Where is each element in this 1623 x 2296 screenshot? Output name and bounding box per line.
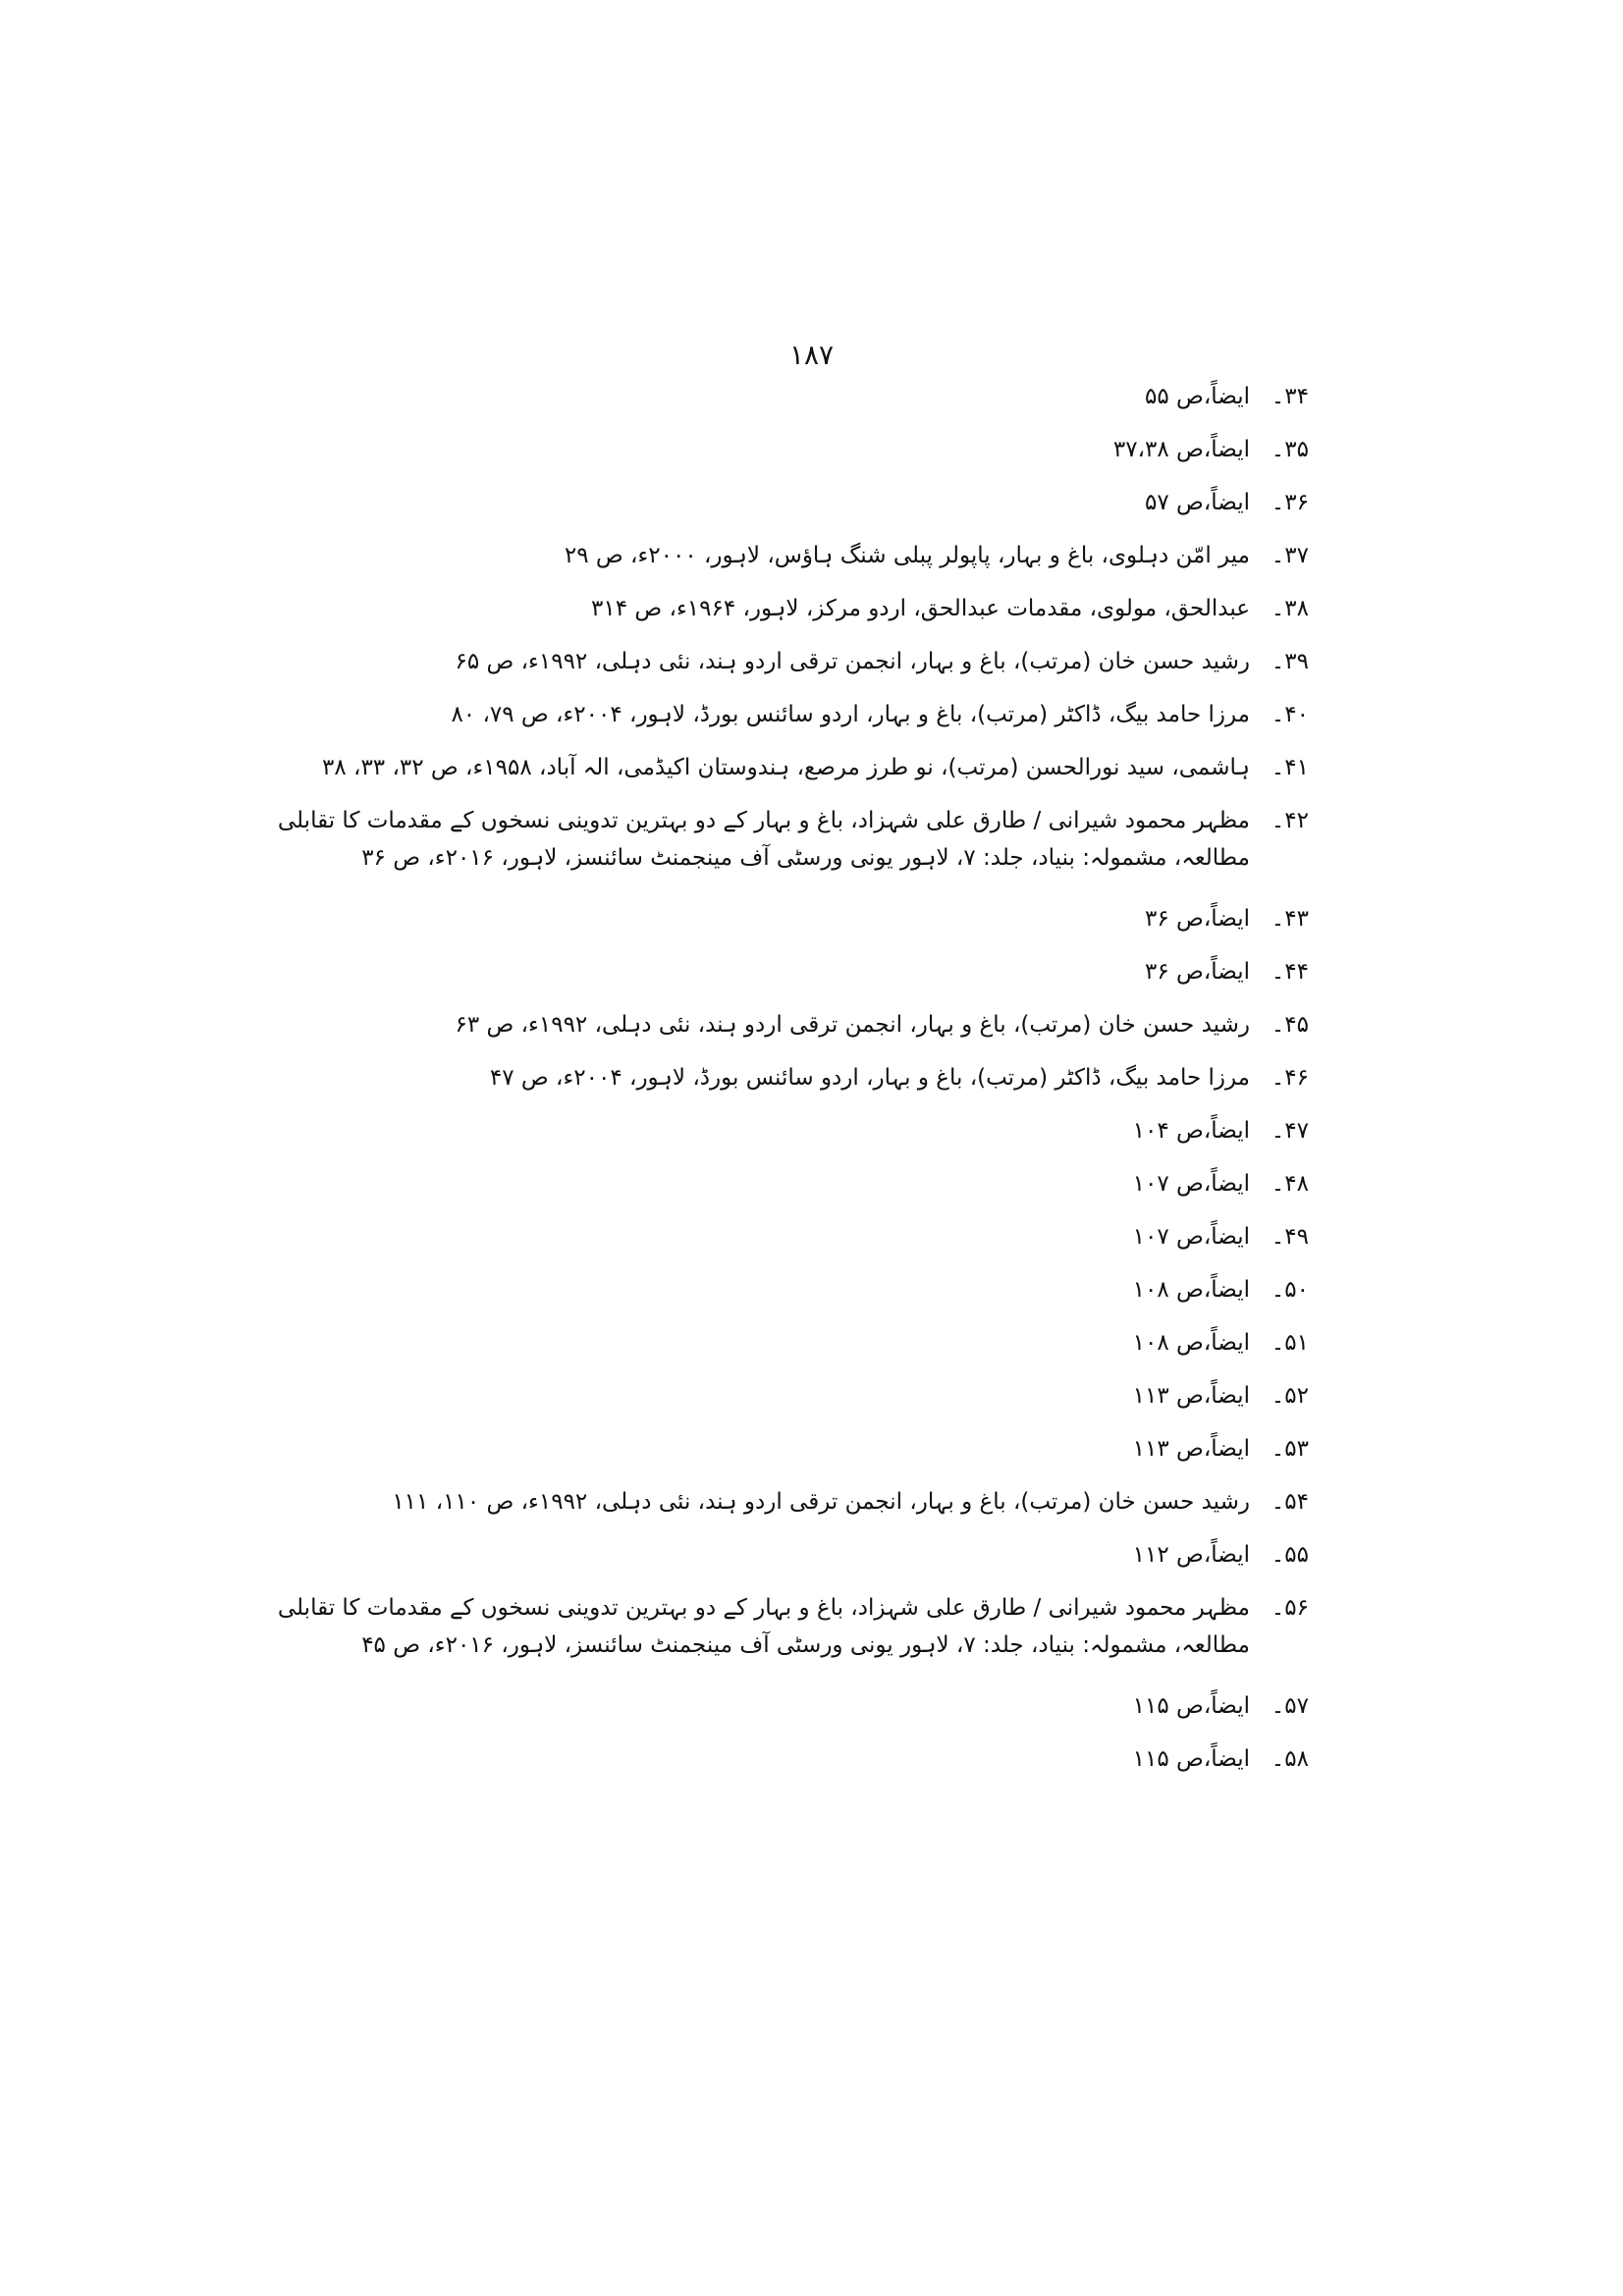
footnote-item	[224, 431, 1309, 484]
footnote-text: مظہر محمود شیرانی / طارق علی شہزاد، باغ و بہار کے دو بہترین تدوینی نسخوں کے مقدمات کا تقابلی مطالعہ، مشمولہ: بنیاد، جلد: ۷، لاہور یونی ورسٹی آف مینجمنٹ سائنسز، لاہور، ۲۰۱۶ء، ص ۳۶	[277, 808, 1250, 871]
footnote-text: ایضاً،ص ۳۶	[1144, 906, 1250, 932]
footnote-number: ۵۲۔	[1271, 1383, 1309, 1409]
footnote-item	[224, 1483, 1309, 1536]
footnote-number: ۵۰۔	[1271, 1277, 1309, 1303]
footnote-text: ایضاً،ص ۱۱۵	[1132, 1746, 1250, 1772]
footnote-item	[224, 1377, 1309, 1430]
footnote-number: ۳۴۔	[1271, 384, 1309, 409]
footnote-item	[224, 590, 1309, 643]
footnote-text: ایضاً،ص ۱۰۸	[1132, 1277, 1250, 1303]
footnote-text: ایضاً،ص ۳۷،۳۸	[1112, 437, 1250, 462]
footnote-number: ۳۷۔	[1271, 543, 1309, 568]
footnote-item	[224, 953, 1309, 1006]
footnote-text: عبدالحق، مولوی، مقدمات عبدالحق، اردو مرکز، لاہور، ۱۹۶۴ء، ص ۳۱۴	[591, 596, 1250, 621]
footnote-text: ایضاً،ص ۱۰۷	[1132, 1224, 1250, 1250]
footnote-text: ہاشمی، سید نورالحسن (مرتب)، نو طرز مرصع، ہندوستان اکیڈمی، الہ آباد، ۱۹۵۸ء، ص ۳۲، ۳۳، ۳۸	[321, 755, 1250, 780]
footnote-text: ایضاً،ص ۱۱۵	[1132, 1693, 1250, 1719]
footnote-text: رشید حسن خان (مرتب)، باغ و بہار، انجمن ترقی اردو ہند، نئی دہلی، ۱۹۹۲ء، ص ۶۵	[455, 649, 1250, 674]
footnote-number: ۴۴۔	[1271, 959, 1309, 985]
footnote-text: ایضاً،ص ۱۱۳	[1132, 1436, 1250, 1462]
footnote-text: ایضاً،ص ۱۰۷	[1132, 1171, 1250, 1197]
footnote-item	[224, 1165, 1309, 1218]
footnote-text: ایضاً،ص ۵۷	[1144, 490, 1250, 515]
footnote-item	[224, 1430, 1309, 1483]
footnote-list	[224, 378, 1309, 1793]
footnote-item	[224, 1324, 1309, 1377]
footnote-number: ۵۶۔	[1271, 1595, 1309, 1621]
footnote-text: رشید حسن خان (مرتب)، باغ و بہار، انجمن ترقی اردو ہند، نئی دہلی، ۱۹۹۲ء، ص ۶۳	[455, 1012, 1250, 1038]
footnote-number: ۴۵۔	[1271, 1012, 1309, 1038]
footnote-number: ۴۹۔	[1271, 1224, 1309, 1250]
footnote-item	[224, 1536, 1309, 1589]
footnote-text: ایضاً،ص ۵۵	[1144, 384, 1250, 409]
footnote-item	[224, 749, 1309, 802]
footnote-number: ۳۶۔	[1271, 490, 1309, 515]
footnote-item	[224, 802, 1309, 900]
footnote-number: ۵۸۔	[1271, 1746, 1309, 1772]
footnote-item	[224, 1006, 1309, 1059]
footnote-item	[224, 696, 1309, 749]
footnote-text: ایضاً،ص ۱۰۴	[1132, 1118, 1250, 1144]
footnote-number: ۵۴۔	[1271, 1489, 1309, 1515]
footnote-number: ۵۳۔	[1271, 1436, 1309, 1462]
footnote-item	[224, 1112, 1309, 1165]
footnote-number: ۴۸۔	[1271, 1171, 1309, 1197]
footnote-text: مرزا حامد بیگ، ڈاکٹر (مرتب)، باغ و بہار، اردو سائنس بورڈ، لاہور، ۲۰۰۴ء، ص ۴۷	[489, 1065, 1250, 1091]
footnote-number: ۴۷۔	[1271, 1118, 1309, 1144]
page-number: ۱۸۷	[788, 339, 835, 371]
footnote-text: میر امّن دہلوی، باغ و بہار، پاپولر پبلی شنگ ہاؤس، لاہور، ۲۰۰۰ء، ص ۲۹	[564, 543, 1250, 568]
footnote-item	[224, 1271, 1309, 1324]
footnote-text: مظہر محمود شیرانی / طارق علی شہزاد، باغ و بہار کے دو بہترین تدوینی نسخوں کے مقدمات کا تقابلی مطالعہ، مشمولہ: بنیاد، جلد: ۷، لاہور یونی ورسٹی آف مینجمنٹ سائنسز، لاہور، ۲۰۱۶ء، ص ۴۵	[277, 1595, 1250, 1658]
footnote-number: ۴۱۔	[1271, 755, 1309, 780]
footnote-number: ۵۷۔	[1271, 1693, 1309, 1719]
footnote-item	[224, 900, 1309, 953]
footnote-text: ایضاً،ص ۱۱۲	[1132, 1542, 1250, 1568]
footnote-text: ایضاً،ص ۳۶	[1144, 959, 1250, 985]
footnote-item	[224, 1740, 1309, 1793]
footnote-text: ایضاً،ص ۱۱۳	[1132, 1383, 1250, 1409]
footnote-item	[224, 643, 1309, 696]
footnote-number: ۴۰۔	[1271, 702, 1309, 727]
footnote-number: ۴۳۔	[1271, 906, 1309, 932]
footnote-number: ۳۸۔	[1271, 596, 1309, 621]
footnote-text: مرزا حامد بیگ، ڈاکٹر (مرتب)، باغ و بہار، اردو سائنس بورڈ، لاہور، ۲۰۰۴ء، ص ۷۹، ۸۰	[451, 702, 1250, 727]
footnote-number: ۵۱۔	[1271, 1330, 1309, 1356]
footnote-number: ۵۵۔	[1271, 1542, 1309, 1568]
footnote-number: ۳۹۔	[1271, 649, 1309, 674]
footnote-number: ۳۵۔	[1271, 437, 1309, 462]
footnote-item	[224, 1059, 1309, 1112]
footnote-text: ایضاً،ص ۱۰۸	[1132, 1330, 1250, 1356]
footnote-item	[224, 537, 1309, 590]
footnote-item	[224, 1218, 1309, 1271]
footnote-item	[224, 1589, 1309, 1687]
footnote-text: رشید حسن خان (مرتب)، باغ و بہار، انجمن ترقی اردو ہند، نئی دہلی، ۱۹۹۲ء، ص ۱۱۰، ۱۱۱	[392, 1489, 1250, 1515]
footnote-item	[224, 378, 1309, 431]
footnote-item	[224, 484, 1309, 537]
footnote-number: ۴۲۔	[1271, 808, 1309, 833]
footnote-number: ۴۶۔	[1271, 1065, 1309, 1091]
footnote-item	[224, 1687, 1309, 1740]
